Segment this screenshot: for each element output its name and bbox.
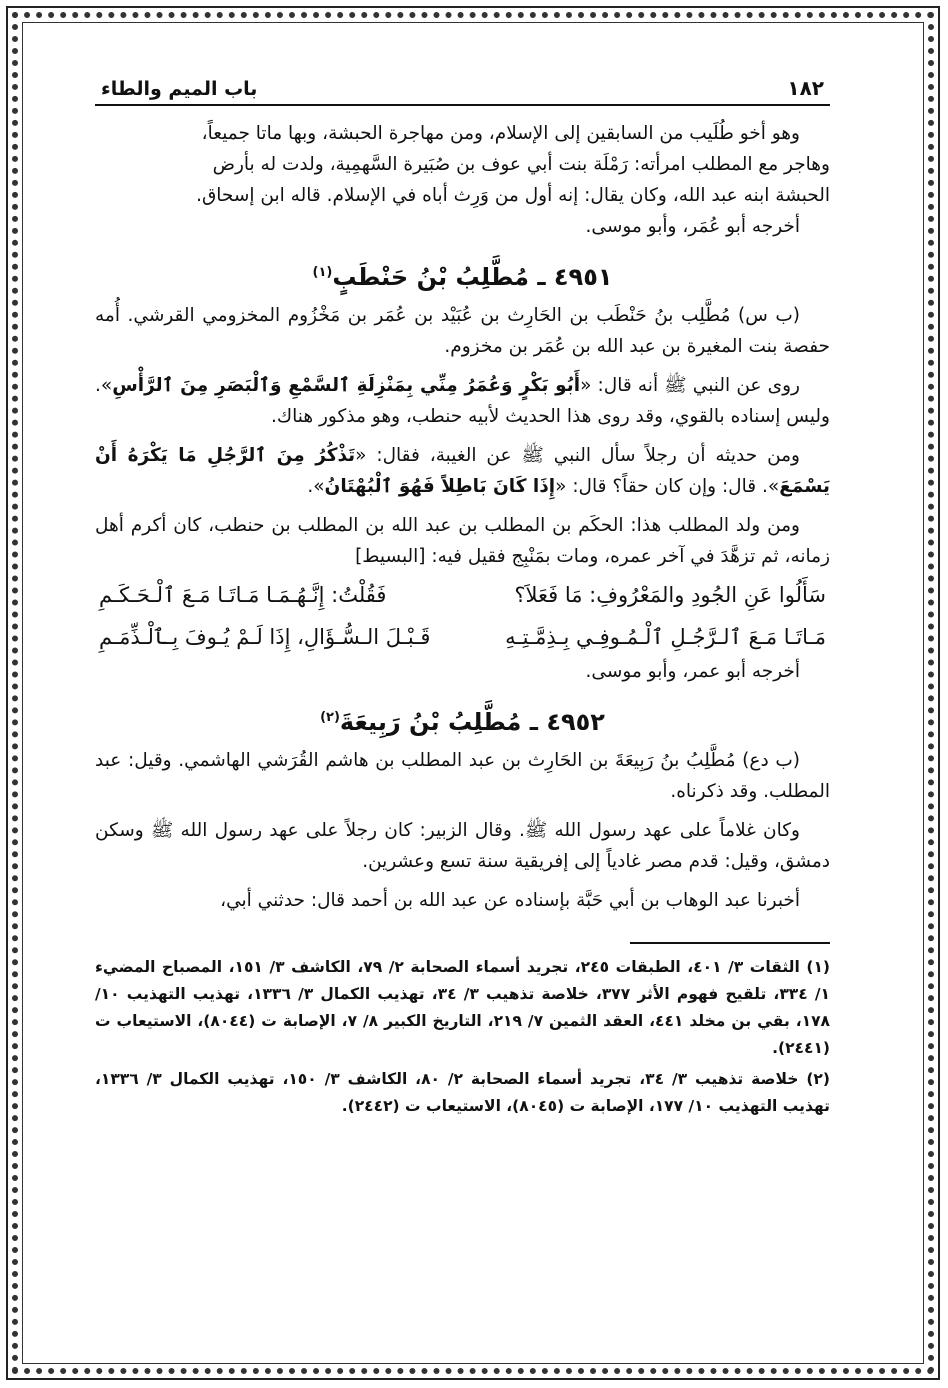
entry1-hadith-paragraph (95, 370, 830, 432)
footnote-separator (630, 942, 830, 944)
hadith-commentary: ». وليس إسناده بالقوي، وقد روى هذا الحديث لأبيه حنطب، وهو مذكور هناك. (95, 375, 830, 427)
intro-line-1: وهو أخو طُلَيب من السابقين إلى الإسلام، ومن مهاجرة الحبشة، وبها ماتا جميعاً، (201, 123, 800, 144)
entry-title-text: ٤٩٥١ ـ مُطَّلِبُ بْنُ حَنْطَبٍ (332, 263, 613, 291)
entry-title-4951 (95, 256, 830, 294)
footnote-2: (٢) خلاصة تذهيب ٣/ ٣٤، تجريد أسماء الصحابة ٢/ ٨٠، الكاشف ٣/ ١٥٠، تهذيب الكمال ٣/ ١٣٣٦، تهذيب التهذيب ١٠/ ١٧٧، الإصابة ت (٨٠٤٥)، الاستيعاب ت (٢٤٤٢). (95, 1070, 830, 1115)
intro-line-2: وهاجر مع المطلب امرأته: رَمْلَة بنت أبي عوف بن صُبَيرة السَّهمِية، ولدت له بأرض (212, 154, 830, 175)
entry2-biography: وكان غلاماً على عهد رسول الله ﷺ. وقال الزبير: كان رجلاً على عهد رسول الله ﷺ وسكن دمشق، وقيل: قدم مصر غادياً إلى إفريقية سنة تسع وعشرين. (95, 820, 830, 872)
verse-hemistich-right: مَـاتَـا مَـعَ ٱلـرَّجُـلِ ٱلْـمُـوفِـي بِـذِمَّـتِـهِ (505, 625, 826, 649)
intro-line-3: الحبشة ابنه عبد الله، وكان يقال: إنه أول من وَرِث أباه في الإسلام. قاله ابن إسحاق. (196, 185, 830, 206)
hadith-intro: روى عن النبي ﷺ أنه قال: « (580, 375, 800, 396)
entry1-lineage: (ب س) مُطَّلِب بنُ حَنْطَب بن الحَارِث بن عُبَيْد بن عُمَر بن مَخْزُوم المخزومي القرشي. أُمه حفصة بنت المغيرة بن عبد الله بن عُمَر بن مخزوم. (95, 305, 830, 357)
hadith-text: أَبُو بَكْرٍ وَعُمَرُ مِنِّي بِمَنْزِلَةِ ٱلسَّمْعِ وَٱلْبَصَرِ مِنَ ٱلرَّأْسِ (112, 375, 581, 396)
running-header (95, 70, 830, 106)
ghiba-hadith-2: إِذَا كَانَ بَاطِلاً فَهُوَ ٱلْبُهْتَانُ (324, 476, 556, 497)
verse-hemistich-left: فَقُلْتُ: إِنَّـهُـمَـا مَـاتَـا مَـعَ ٱلْـحَـكَـمِ (99, 583, 387, 607)
entry-title-4952 (95, 701, 830, 739)
ghiba-hadith-1: تَذْكُرُ مِنَ ٱلرَّجُلِ مَا يَكْرَهُ أَنْ يَسْمَعَ (95, 445, 830, 497)
verse-line-2 (95, 618, 830, 656)
footnote-1: (١) الثقات ٣/ ٤٠١، الطبقات ٢٤٥، تجريد أسماء الصحابة ٢/ ٧٩، الكاشف ٣/ ١٥١، المصباح المضيء ١/ ٣٣٤، تلقيح فهوم الأثر ٣٧٧، خلاصة تذهيب ٣/ ٣٤، تهذيب الكمال ٣/ ١٣٣٦، تهذيب التهذيب ١٠/ ١٧٨، بقي بن مخلد ٤٤١، العقد الثمين ٧/ ٢١٩، التاريخ الكبير ٨/ ٧، الإصابة ت (٨٠٤٤)، الاستيعاب ت (٢٤٤١). (95, 958, 831, 1057)
footnote-ref: (٢) (320, 710, 340, 725)
verse-line-1 (95, 576, 830, 614)
ghiba-end: ». (307, 476, 325, 497)
chapter-title: باب الميم والطاء (101, 78, 258, 100)
verse-hemistich-left: قَـبْـلَ الـسُّـؤَالِ، إِذَا لَـمْ يُـوفَ بِـٱلْـذِّمَـمِ (99, 625, 431, 649)
entry1-narrators: أخرجه أبو عمر، وأبو موسى. (585, 661, 800, 682)
entry-title-text: ٤٩٥٢ ـ مُطَّلِبُ بْنُ رَبِيعَةَ (339, 708, 605, 736)
verse-hemistich-right: سَأَلُوا عَنِ الجُودِ والمَعْرُوفِ: مَا فَعَلاَ؟ (514, 583, 826, 607)
entry2-lineage: (ب دع) مُطَّلِبُ بنُ رَبِيعَةَ بن الحَارِث بن عبد المطلب بن هاشم القُرَشي الهاشمي. وقيل: عبد المطلب. وقد ذكرناه. (95, 750, 830, 802)
entry1-ghiba-paragraph (95, 440, 830, 502)
intro-narrators: أخرجه أبو عُمَر، وأبو موسى. (585, 216, 800, 237)
page-number: ١٨٢ (787, 76, 824, 100)
entry2-isnad: أخبرنا عبد الوهاب بن أبي حَبَّة بإسناده عن عبد الله بن أحمد قال: حدثني أبي، (220, 890, 800, 911)
entry1-descendant-paragraph: ومن ولد المطلب هذا: الحكَم بن المطلب بن عبد الله بن المطلب بن حنطب، كان أكرم أهل زمانه، ثم تزهَّدَ في آخر عمره، ومات بمَنْبِج فقيل فيه: [البسيط] (95, 515, 830, 567)
ghiba-intro: ومن حديثه أن رجلاً سأل النبي ﷺ عن الغيبة، فقال: « (355, 445, 800, 466)
ghiba-mid: ». قال: وإن كان حقاً؟ قال: « (555, 476, 780, 497)
page-content (95, 70, 830, 1330)
footnote-ref: (١) (312, 265, 333, 280)
